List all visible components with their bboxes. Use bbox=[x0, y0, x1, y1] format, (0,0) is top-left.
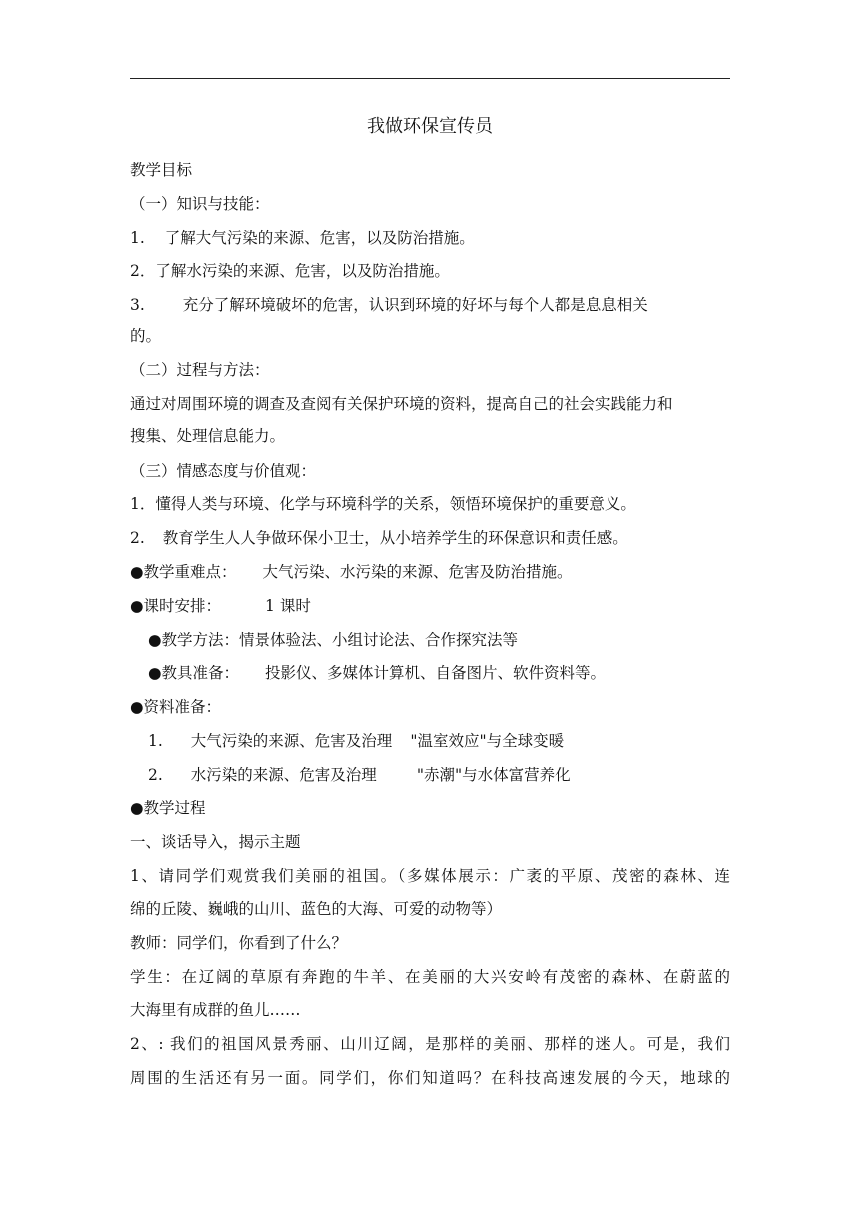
item-extra: "赤潮"与水体富营养化 bbox=[416, 766, 571, 784]
process-heading: ●教学过程 bbox=[130, 799, 206, 817]
section1-item-1 bbox=[130, 226, 730, 250]
item-text: 充分了解环境破坏的危害，认识到环境的好坏与每个人都是息息相关 bbox=[182, 296, 648, 314]
student-answer-line-1: 学生：在辽阔的草原有奔跑的牛羊、在美丽的大兴安岭有茂密的森林、在蔚蓝的 bbox=[130, 968, 730, 986]
item-number: 1. bbox=[148, 732, 163, 750]
section3-item-2 bbox=[130, 526, 730, 550]
paragraph1-line-2: 绵的丘陵、巍峨的山川、蓝色的大海、可爱的动物等） bbox=[130, 900, 503, 918]
item-number: 1. bbox=[130, 229, 145, 247]
item-extra: "温室效应"与全球变暖 bbox=[410, 732, 565, 750]
section2-line-1: 通过对周围环境的调查及查阅有关保护环境的资料，提高自己的社会实践能力和 bbox=[130, 395, 673, 413]
schedule-value: 1 课时 bbox=[265, 597, 311, 615]
part1-heading: 一、谈话导入，揭示主题 bbox=[130, 833, 301, 851]
schedule-line bbox=[130, 594, 730, 618]
item-number: 2． bbox=[130, 262, 156, 280]
paragraph1-line-1: 1、请同学们观赏我们美丽的祖国。（多媒体展示：广袤的平原、茂密的森林、连 bbox=[130, 867, 730, 885]
item-number: 3. bbox=[130, 296, 145, 314]
method-label: ●教学方法： bbox=[148, 631, 240, 649]
student-answer-line-2: 大海里有成群的鱼儿…… bbox=[130, 1001, 301, 1019]
materials-label: ●资料准备： bbox=[130, 698, 222, 716]
section1-item-2 bbox=[130, 259, 730, 283]
item-text: 了解水污染的来源、危害，以及防治措施。 bbox=[155, 262, 450, 280]
method-line bbox=[148, 628, 748, 652]
item-text: 教育学生人人争做环保小卫士，从小培养学生的环保意识和责任感。 bbox=[162, 529, 628, 547]
key-points-value: 大气污染、水污染的来源、危害及防治措施。 bbox=[262, 563, 573, 581]
section2-heading: （二）过程与方法： bbox=[130, 361, 270, 379]
tools-line bbox=[148, 661, 748, 685]
item-text: 了解大气污染的来源、危害，以及防治措施。 bbox=[164, 229, 475, 247]
method-value: 情景体验法、小组讨论法、合作探究法等 bbox=[239, 631, 519, 649]
materials-item-2 bbox=[148, 763, 748, 787]
section3-item-1 bbox=[130, 492, 730, 516]
paragraph2-line-2: 周围的生活还有另一面。同学们，你们知道吗？在科技高速发展的今天，地球的 bbox=[130, 1069, 730, 1087]
section1-heading: （一）知识与技能： bbox=[130, 195, 270, 213]
section3-heading: （三）情感态度与价值观： bbox=[130, 462, 317, 480]
materials-item-1 bbox=[148, 729, 748, 753]
document-title: 我做环保宣传员 bbox=[367, 116, 493, 137]
teacher-question: 教师：同学们，你看到了什么？ bbox=[130, 934, 348, 952]
item-text: 大气污染的来源、危害及治理 bbox=[190, 732, 393, 750]
item-number: 2. bbox=[130, 529, 145, 547]
paragraph2-line-1: 2、: 我们的祖国风景秀丽、山川辽阔，是那样的美丽、那样的迷人。可是，我们 bbox=[130, 1035, 730, 1053]
item-number: 2. bbox=[148, 766, 163, 784]
section1-item-3-cont: 的。 bbox=[130, 327, 162, 345]
key-points-line bbox=[130, 560, 730, 584]
tools-value: 投影仪、多媒体计算机、自备图片、软件资料等。 bbox=[265, 664, 607, 682]
tools-label: ●教具准备： bbox=[148, 664, 240, 682]
item-number: 1． bbox=[130, 495, 156, 513]
section1-item-3 bbox=[130, 293, 730, 317]
item-text: 水污染的来源、危害及治理 bbox=[190, 766, 377, 784]
objectives-heading: 教学目标 bbox=[130, 161, 193, 179]
key-points-label: ●教学重难点： bbox=[130, 563, 237, 581]
schedule-label: ●课时安排： bbox=[130, 597, 222, 615]
item-text: 懂得人类与环境、化学与环境科学的关系，领悟环境保护的重要意义。 bbox=[155, 495, 636, 513]
header-rule bbox=[130, 78, 730, 79]
section2-line-2: 搜集、处理信息能力。 bbox=[130, 427, 286, 445]
